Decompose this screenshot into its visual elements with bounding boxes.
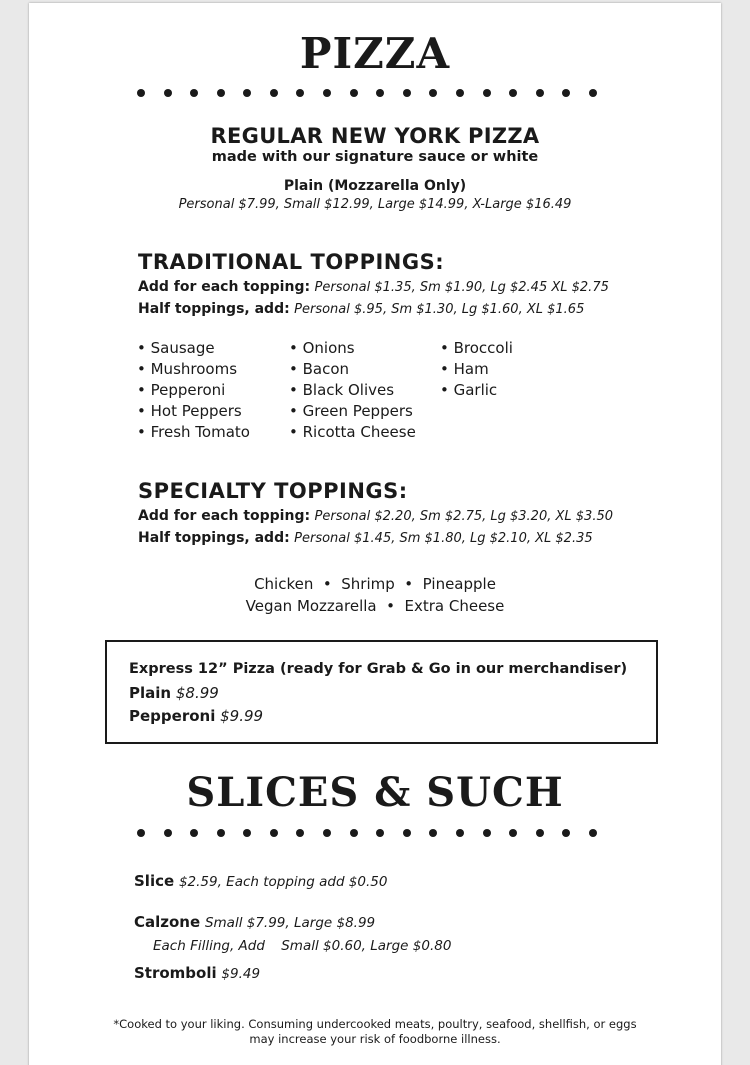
stromboli-price: $9.49	[221, 966, 261, 982]
slice-price: $2.59, Each topping add $0.50	[178, 874, 388, 890]
express-item-price: $9.99	[220, 707, 264, 725]
pizza-title: PIZZA	[299, 29, 451, 78]
specialty-add-prices: Personal $2.20, Sm $2.75, Lg $3.20, XL $3.50	[314, 509, 613, 524]
express-item-price: $8.99	[175, 684, 219, 702]
specialty-half-line	[138, 530, 593, 546]
calzone-name: Calzone	[134, 913, 201, 931]
express-heading: Express 12” Pizza (ready for Grab & Go in our merchandiser)	[129, 661, 628, 677]
topping-item: • Fresh Tomato	[137, 423, 250, 441]
topping-item: • Ricotta Cheese	[289, 423, 416, 441]
traditional-half-line	[138, 301, 584, 317]
express-item-name: Plain	[129, 684, 172, 702]
dot-divider	[137, 829, 597, 837]
regular-subheading: made with our signature sauce or white	[211, 149, 539, 165]
topping-item: • Sausage	[137, 339, 215, 357]
disclaimer-line-1: *Cooked to your liking. Consuming undercooked meats, poultry, seafood, shellfish, or eggs	[113, 1017, 637, 1031]
express-item-name: Pepperoni	[129, 707, 216, 725]
specialty-half-label: Half toppings, add:	[138, 530, 290, 546]
topping-item: • Hot Peppers	[137, 402, 242, 420]
filling-line	[153, 938, 451, 954]
plain-label: Plain (Mozzarella Only)	[283, 178, 467, 194]
menu-page	[29, 3, 721, 1065]
specialty-add-label: Add for each topping:	[138, 508, 311, 524]
specialty-add-line	[138, 508, 613, 524]
topping-item: • Bacon	[289, 360, 350, 378]
slice-line	[134, 872, 387, 890]
specialty-list-line-2: Vegan Mozzarella • Extra Cheese	[245, 597, 505, 615]
topping-item: • Black Olives	[289, 381, 395, 399]
topping-item: • Garlic	[440, 381, 498, 399]
traditional-half-prices: Personal $.95, Sm $1.30, Lg $1.60, XL $1.65	[294, 302, 585, 317]
express-pizza-box	[105, 640, 658, 744]
traditional-add-prices: Personal $1.35, Sm $1.90, Lg $2.45 XL $2.75	[314, 280, 609, 295]
topping-column-3	[440, 338, 513, 401]
specialty-list-line-1: Chicken • Shrimp • Pineapple	[254, 575, 496, 593]
plain-prices: Personal $7.99, Small $12.99, Large $14.99, X-Large $16.49	[178, 197, 572, 212]
topping-item: • Green Peppers	[289, 402, 413, 420]
specialty-heading: SPECIALTY TOPPINGS:	[138, 479, 408, 503]
topping-item: • Onions	[289, 339, 355, 357]
dot-divider	[137, 89, 597, 97]
filling-label: Each Filling, Add	[153, 938, 265, 954]
traditional-add-label: Add for each topping:	[138, 279, 311, 295]
specialty-half-prices: Personal $1.45, Sm $1.80, Lg $2.10, XL $2.35	[294, 531, 593, 546]
traditional-heading: TRADITIONAL TOPPINGS:	[138, 250, 445, 274]
traditional-half-label: Half toppings, add:	[138, 301, 290, 317]
topping-column-1	[137, 338, 250, 443]
filling-price: Small $0.60, Large $0.80	[281, 938, 452, 954]
stromboli-name: Stromboli	[134, 964, 217, 982]
topping-item: • Broccoli	[440, 339, 513, 357]
express-item-pepperoni	[129, 707, 263, 725]
topping-item: • Mushrooms	[137, 360, 238, 378]
topping-column-2	[289, 338, 416, 443]
calzone-price: Small $7.99, Large $8.99	[204, 915, 376, 931]
stromboli-line	[134, 964, 260, 982]
topping-item: • Ham	[440, 360, 489, 378]
foodborne-disclaimer	[89, 1017, 661, 1047]
disclaimer-line-2: may increase your risk of foodborne illness.	[249, 1032, 501, 1046]
traditional-add-line	[138, 279, 609, 295]
slices-title: SLICES & SUCH	[186, 769, 564, 816]
slice-name: Slice	[134, 872, 175, 890]
express-item-plain	[129, 684, 219, 702]
calzone-line	[134, 913, 375, 931]
regular-heading: REGULAR NEW YORK PIZZA	[210, 124, 540, 148]
topping-item: • Pepperoni	[137, 381, 226, 399]
